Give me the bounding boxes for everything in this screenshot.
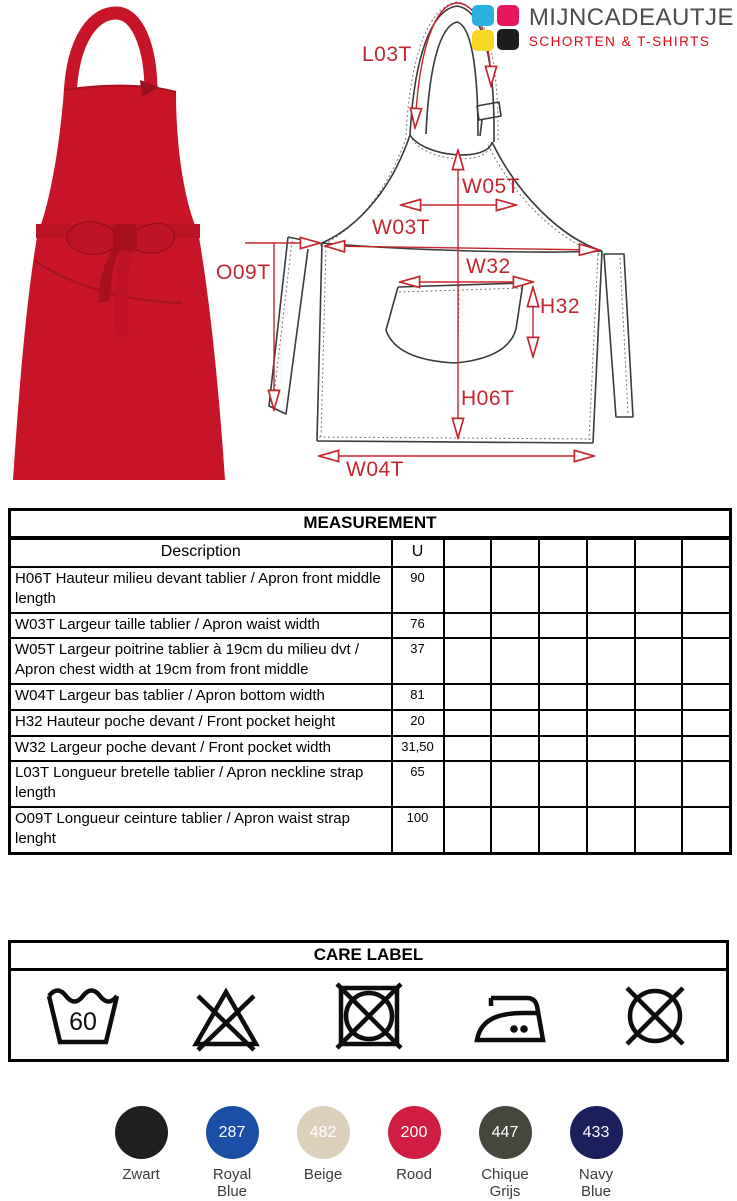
swatch-beige bbox=[290, 1106, 356, 1201]
empty-cell bbox=[444, 761, 492, 807]
empty-cell bbox=[444, 638, 492, 684]
empty-cell bbox=[635, 538, 683, 567]
empty-cell bbox=[682, 736, 730, 762]
measurement-table-title: MEASUREMENT bbox=[10, 510, 731, 539]
empty-cell bbox=[491, 761, 539, 807]
color-dot bbox=[570, 1106, 623, 1159]
empty-cell bbox=[635, 567, 683, 613]
product-hero bbox=[0, 0, 737, 506]
measure-description: W03T Largeur taille tablier / Apron waist width bbox=[10, 613, 392, 639]
table-row bbox=[10, 567, 731, 613]
swatch-rood bbox=[381, 1106, 447, 1201]
measure-value: 100 bbox=[392, 807, 444, 853]
empty-cell bbox=[491, 807, 539, 853]
empty-cell bbox=[682, 613, 730, 639]
column-header-unit: U bbox=[392, 538, 444, 567]
measure-description: W05T Largeur poitrine tablier à 19cm du milieu dvt / Apron chest width at 19cm from front middle bbox=[10, 638, 392, 684]
empty-cell bbox=[539, 567, 587, 613]
color-dot bbox=[297, 1106, 350, 1159]
swatch-zwart bbox=[108, 1106, 174, 1201]
empty-cell bbox=[444, 807, 492, 853]
care-icons-row bbox=[11, 971, 726, 1061]
logo-tile-black bbox=[497, 29, 519, 50]
brand-logo bbox=[472, 5, 734, 51]
brand-name: MIJNCADEAUTJE bbox=[528, 4, 734, 31]
empty-cell bbox=[587, 761, 635, 807]
empty-cell bbox=[635, 807, 683, 853]
color-name: Rood bbox=[396, 1166, 432, 1183]
empty-cell bbox=[539, 761, 587, 807]
empty-cell bbox=[491, 567, 539, 613]
empty-cell bbox=[587, 710, 635, 736]
empty-cell bbox=[444, 736, 492, 762]
swatch-navy-blue bbox=[563, 1106, 629, 1201]
dim-label-w03t: W03T bbox=[372, 216, 431, 239]
dim-label-h06t: H06T bbox=[461, 387, 515, 410]
empty-cell bbox=[539, 710, 587, 736]
do-not-tumble-dry-icon bbox=[329, 976, 409, 1056]
table-row bbox=[10, 710, 731, 736]
dim-label-w32: W32 bbox=[466, 255, 511, 278]
empty-cell bbox=[491, 538, 539, 567]
empty-cell bbox=[491, 638, 539, 684]
color-name: Chique Grijs bbox=[481, 1166, 529, 1201]
table-row bbox=[10, 761, 731, 807]
empty-cell bbox=[539, 684, 587, 710]
care-label-title: CARE LABEL bbox=[11, 943, 726, 971]
empty-cell bbox=[635, 684, 683, 710]
measure-description: H32 Hauteur poche devant / Front pocket height bbox=[10, 710, 392, 736]
color-code: 447 bbox=[491, 1123, 519, 1141]
table-row bbox=[10, 613, 731, 639]
dim-label-h32: H32 bbox=[540, 295, 581, 318]
measure-value: 31,50 bbox=[392, 736, 444, 762]
empty-cell bbox=[635, 736, 683, 762]
empty-cell bbox=[635, 613, 683, 639]
empty-cell bbox=[539, 736, 587, 762]
measure-description: L03T Longueur bretelle tablier / Apron neckline strap length bbox=[10, 761, 392, 807]
empty-cell bbox=[682, 538, 730, 567]
do-not-bleach-icon bbox=[186, 976, 266, 1056]
color-name: Royal Blue bbox=[212, 1166, 252, 1201]
measure-value: 81 bbox=[392, 684, 444, 710]
color-name: Beige bbox=[303, 1166, 343, 1183]
measure-description: W04T Largeur bas tablier / Apron bottom width bbox=[10, 684, 392, 710]
measure-description: W32 Largeur poche devant / Front pocket width bbox=[10, 736, 392, 762]
table-row bbox=[10, 638, 731, 684]
table-row bbox=[10, 684, 731, 710]
color-code: 200 bbox=[400, 1123, 428, 1141]
table-row bbox=[10, 736, 731, 762]
swatch-royal-blue bbox=[199, 1106, 265, 1201]
dim-label-o09t: O09T bbox=[216, 261, 271, 284]
empty-cell bbox=[682, 638, 730, 684]
empty-cell bbox=[587, 807, 635, 853]
iron-medium-icon bbox=[467, 976, 557, 1056]
column-header-description: Description bbox=[10, 538, 392, 567]
empty-cell bbox=[587, 613, 635, 639]
empty-cell bbox=[539, 807, 587, 853]
empty-cell bbox=[444, 613, 492, 639]
empty-cell bbox=[444, 567, 492, 613]
logo-tile-cyan bbox=[472, 5, 494, 26]
empty-cell bbox=[491, 710, 539, 736]
brand-tagline: SCHORTEN & T-SHIRTS bbox=[528, 34, 711, 50]
empty-cell bbox=[491, 613, 539, 639]
dim-label-w05t: W05T bbox=[462, 175, 521, 198]
measure-value: 76 bbox=[392, 613, 444, 639]
color-dot bbox=[115, 1106, 168, 1159]
empty-cell bbox=[491, 736, 539, 762]
do-not-dry-clean-icon bbox=[615, 976, 695, 1056]
empty-cell bbox=[635, 710, 683, 736]
swatch-chique-grijs bbox=[472, 1106, 538, 1201]
empty-cell bbox=[682, 684, 730, 710]
apron-diagram bbox=[200, 0, 737, 500]
empty-cell bbox=[682, 807, 730, 853]
empty-cell bbox=[444, 538, 492, 567]
empty-cell bbox=[587, 736, 635, 762]
table-header-row bbox=[10, 538, 731, 567]
measure-value: 37 bbox=[392, 638, 444, 684]
dim-label-w04t: W04T bbox=[346, 458, 405, 481]
empty-cell bbox=[682, 567, 730, 613]
measure-value: 20 bbox=[392, 710, 444, 736]
color-dot bbox=[206, 1106, 259, 1159]
color-name: Zwart bbox=[122, 1166, 160, 1183]
empty-cell bbox=[539, 538, 587, 567]
wash-60-icon bbox=[43, 976, 123, 1056]
logo-tile-magenta bbox=[497, 5, 519, 26]
dim-label-l03t: L03T bbox=[362, 43, 412, 66]
empty-cell bbox=[444, 684, 492, 710]
measure-description: O09T Longueur ceinture tablier / Apron waist strap lenght bbox=[10, 807, 392, 853]
empty-cell bbox=[635, 761, 683, 807]
empty-cell bbox=[587, 684, 635, 710]
measure-value: 90 bbox=[392, 567, 444, 613]
empty-cell bbox=[635, 638, 683, 684]
empty-cell bbox=[539, 638, 587, 684]
empty-cell bbox=[491, 684, 539, 710]
logo-tile-yellow bbox=[472, 30, 494, 51]
empty-cell bbox=[682, 761, 730, 807]
color-code: 287 bbox=[218, 1123, 246, 1141]
empty-cell bbox=[682, 710, 730, 736]
svg-text:60: 60 bbox=[68, 1008, 97, 1036]
empty-cell bbox=[444, 710, 492, 736]
care-label-section bbox=[8, 940, 729, 1062]
empty-cell bbox=[587, 567, 635, 613]
color-dot bbox=[479, 1106, 532, 1159]
table-row bbox=[10, 807, 731, 853]
color-name: Navy Blue bbox=[578, 1166, 614, 1201]
logo-tiles-icon bbox=[472, 5, 520, 51]
color-dot bbox=[388, 1106, 441, 1159]
apron-diagram-drawing bbox=[200, 0, 737, 500]
empty-cell bbox=[587, 638, 635, 684]
empty-cell bbox=[587, 538, 635, 567]
color-code: 482 bbox=[309, 1123, 337, 1141]
color-code: 433 bbox=[582, 1123, 610, 1141]
empty-cell bbox=[539, 613, 587, 639]
color-swatches bbox=[0, 1106, 737, 1201]
measurement-table bbox=[8, 508, 732, 855]
measure-description: H06T Hauteur milieu devant tablier / Apron front middle length bbox=[10, 567, 392, 613]
measure-value: 65 bbox=[392, 761, 444, 807]
